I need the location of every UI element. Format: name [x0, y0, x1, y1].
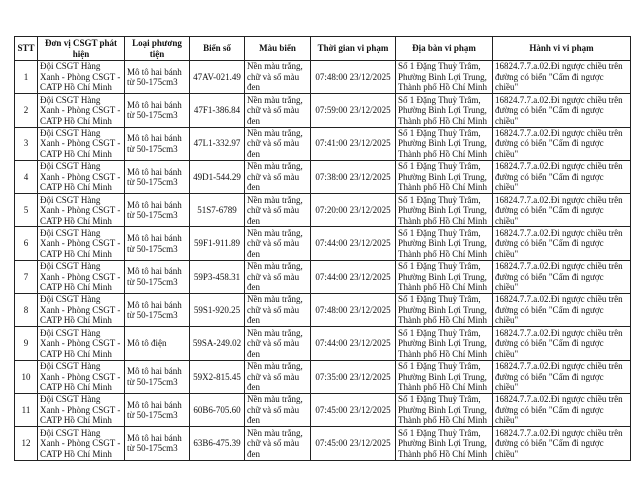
- cell-location: Số 1 Đặng Thuỳ Trâm, Phường Bình Lợi Trung, Thành phố Hồ Chí Minh: [396, 194, 493, 227]
- cell-stt: 11: [15, 393, 38, 426]
- table-row: [15, 160, 631, 193]
- header-plate-color: Màu biển: [245, 37, 311, 61]
- cell-time: 07:45:00 23/12/2025: [311, 393, 396, 426]
- cell-stt: 6: [15, 227, 38, 260]
- cell-violation: 16824.7.7.a.02.Đi ngược chiều trên đường có biển "Cấm đi ngược chiều": [493, 393, 631, 426]
- cell-time: 07:45:00 23/12/2025: [311, 427, 396, 460]
- table-row: [15, 327, 631, 360]
- cell-time: 07:20:00 23/12/2025: [311, 194, 396, 227]
- cell-vehicle: Mô tô hai bánh từ 50-175cm3: [125, 294, 190, 327]
- table-row: [15, 427, 631, 460]
- table-row: [15, 294, 631, 327]
- header-stt: STT: [15, 37, 38, 61]
- cell-time: 07:59:00 23/12/2025: [311, 94, 396, 127]
- cell-plate: 59X2-815.45: [190, 360, 245, 393]
- cell-unit: Đội CSGT Hàng Xanh - Phòng CSGT - CATP Hồ Chí Minh: [38, 94, 125, 127]
- table-row: [15, 94, 631, 127]
- cell-vehicle: Mô tô hai bánh từ 50-175cm3: [125, 393, 190, 426]
- cell-violation: 16824.7.7.a.02.Đi ngược chiều trên đường có biển "Cấm đi ngược chiều": [493, 294, 631, 327]
- cell-plate: 60B6-705.60: [190, 393, 245, 426]
- cell-plate-color: Nền màu trắng, chữ và số màu đen: [245, 227, 311, 260]
- cell-plate-color: Nền màu trắng, chữ và số màu đen: [245, 194, 311, 227]
- cell-location: Số 1 Đặng Thuỳ Trâm, Phường Bình Lợi Trung, Thành phố Hồ Chí Minh: [396, 327, 493, 360]
- table-row: [15, 194, 631, 227]
- cell-plate-color: Nền màu trắng, chữ và số màu đen: [245, 360, 311, 393]
- cell-unit: Đội CSGT Hàng Xanh - Phòng CSGT - CATP Hồ Chí Minh: [38, 260, 125, 293]
- cell-location: Số 1 Đặng Thuỳ Trâm, Phường Bình Lợi Trung, Thành phố Hồ Chí Minh: [396, 127, 493, 160]
- cell-plate: 63B6-475.39: [190, 427, 245, 460]
- cell-violation: 16824.7.7.a.02.Đi ngược chiều trên đường có biển "Cấm đi ngược chiều": [493, 61, 631, 94]
- table-row: [15, 61, 631, 94]
- cell-violation: 16824.7.7.a.02.Đi ngược chiều trên đường có biển "Cấm đi ngược chiều": [493, 160, 631, 193]
- cell-vehicle: Mô tô hai bánh từ 50-175cm3: [125, 360, 190, 393]
- cell-plate-color: Nền màu trắng, chữ và số màu đen: [245, 427, 311, 460]
- cell-location: Số 1 Đặng Thuỳ Trâm, Phường Bình Lợi Trung, Thành phố Hồ Chí Minh: [396, 94, 493, 127]
- cell-violation: 16824.7.7.a.02.Đi ngược chiều trên đường có biển "Cấm đi ngược chiều": [493, 360, 631, 393]
- violation-table: [14, 36, 631, 461]
- cell-violation: 16824.7.7.a.02.Đi ngược chiều trên đường có biển "Cấm đi ngược chiều": [493, 327, 631, 360]
- cell-unit: Đội CSGT Hàng Xanh - Phòng CSGT - CATP Hồ Chí Minh: [38, 393, 125, 426]
- cell-location: Số 1 Đặng Thuỳ Trâm, Phường Bình Lợi Trung, Thành phố Hồ Chí Minh: [396, 160, 493, 193]
- cell-plate: 47F1-386.84: [190, 94, 245, 127]
- table-row: [15, 227, 631, 260]
- header-time: Thời gian vi phạm: [311, 37, 396, 61]
- table-row: [15, 360, 631, 393]
- cell-unit: Đội CSGT Hàng Xanh - Phòng CSGT - CATP Hồ Chí Minh: [38, 194, 125, 227]
- cell-stt: 9: [15, 327, 38, 360]
- cell-violation: 16824.7.7.a.02.Đi ngược chiều trên đường có biển "Cấm đi ngược chiều": [493, 260, 631, 293]
- cell-stt: 12: [15, 427, 38, 460]
- cell-unit: Đội CSGT Hàng Xanh - Phòng CSGT - CATP Hồ Chí Minh: [38, 360, 125, 393]
- cell-stt: 5: [15, 194, 38, 227]
- cell-plate: 59P3-458.31: [190, 260, 245, 293]
- table-row: [15, 393, 631, 426]
- cell-stt: 10: [15, 360, 38, 393]
- cell-plate: 59F1-911.89: [190, 227, 245, 260]
- cell-plate-color: Nền màu trắng, chữ và số màu đen: [245, 260, 311, 293]
- cell-time: 07:44:00 23/12/2025: [311, 260, 396, 293]
- header-row: [15, 37, 631, 61]
- cell-plate-color: Nền màu trắng, chữ và số màu đen: [245, 327, 311, 360]
- document-page: [14, 36, 630, 461]
- cell-vehicle: Mô tô hai bánh từ 50-175cm3: [125, 61, 190, 94]
- cell-plate: 59SA-249.02: [190, 327, 245, 360]
- table-body: [15, 61, 631, 461]
- cell-unit: Đội CSGT Hàng Xanh - Phòng CSGT - CATP Hồ Chí Minh: [38, 127, 125, 160]
- cell-violation: 16824.7.7.a.02.Đi ngược chiều trên đường có biển "Cấm đi ngược chiều": [493, 227, 631, 260]
- cell-violation: 16824.7.7.a.02.Đi ngược chiều trên đường có biển "Cấm đi ngược chiều": [493, 427, 631, 460]
- cell-time: 07:44:00 23/12/2025: [311, 227, 396, 260]
- cell-unit: Đội CSGT Hàng Xanh - Phòng CSGT - CATP Hồ Chí Minh: [38, 160, 125, 193]
- cell-location: Số 1 Đặng Thuỳ Trâm, Phường Bình Lợi Trung, Thành phố Hồ Chí Minh: [396, 294, 493, 327]
- header-unit: Đơn vị CSGT phát hiện: [38, 37, 125, 61]
- header-violation: Hành vi vi phạm: [493, 37, 631, 61]
- cell-unit: Đội CSGT Hàng Xanh - Phòng CSGT - CATP Hồ Chí Minh: [38, 61, 125, 94]
- table-row: [15, 127, 631, 160]
- cell-time: 07:48:00 23/12/2025: [311, 294, 396, 327]
- cell-stt: 7: [15, 260, 38, 293]
- cell-location: Số 1 Đặng Thuỳ Trâm, Phường Bình Lợi Trung, Thành phố Hồ Chí Minh: [396, 227, 493, 260]
- cell-plate: 59S1-920.25: [190, 294, 245, 327]
- cell-unit: Đội CSGT Hàng Xanh - Phòng CSGT - CATP Hồ Chí Minh: [38, 227, 125, 260]
- cell-location: Số 1 Đặng Thuỳ Trâm, Phường Bình Lợi Trung, Thành phố Hồ Chí Minh: [396, 61, 493, 94]
- cell-plate: 47AV-021.49: [190, 61, 245, 94]
- cell-stt: 1: [15, 61, 38, 94]
- cell-plate-color: Nền màu trắng, chữ và số màu đen: [245, 94, 311, 127]
- header-plate: Biển số: [190, 37, 245, 61]
- cell-violation: 16824.7.7.a.02.Đi ngược chiều trên đường có biển "Cấm đi ngược chiều": [493, 194, 631, 227]
- cell-unit: Đội CSGT Hàng Xanh - Phòng CSGT - CATP Hồ Chí Minh: [38, 327, 125, 360]
- cell-vehicle: Mô tô hai bánh từ 50-175cm3: [125, 427, 190, 460]
- cell-plate-color: Nền màu trắng, chữ và số màu đen: [245, 294, 311, 327]
- cell-vehicle: Mô tô hai bánh từ 50-175cm3: [125, 160, 190, 193]
- cell-violation: 16824.7.7.a.02.Đi ngược chiều trên đường có biển "Cấm đi ngược chiều": [493, 127, 631, 160]
- cell-time: 07:38:00 23/12/2025: [311, 160, 396, 193]
- cell-plate: 49D1-544.29: [190, 160, 245, 193]
- cell-vehicle: Mô tô hai bánh từ 50-175cm3: [125, 227, 190, 260]
- cell-stt: 4: [15, 160, 38, 193]
- cell-plate-color: Nền màu trắng, chữ và số màu đen: [245, 393, 311, 426]
- cell-stt: 2: [15, 94, 38, 127]
- header-location: Địa bàn vi phạm: [396, 37, 493, 61]
- cell-vehicle: Mô tô điện: [125, 327, 190, 360]
- cell-vehicle: Mô tô hai bánh từ 50-175cm3: [125, 194, 190, 227]
- cell-stt: 8: [15, 294, 38, 327]
- cell-stt: 3: [15, 127, 38, 160]
- cell-time: 07:48:00 23/12/2025: [311, 61, 396, 94]
- cell-unit: Đội CSGT Hàng Xanh - Phòng CSGT - CATP Hồ Chí Minh: [38, 294, 125, 327]
- cell-location: Số 1 Đặng Thuỳ Trâm, Phường Bình Lợi Trung, Thành phố Hồ Chí Minh: [396, 260, 493, 293]
- cell-vehicle: Mô tô hai bánh từ 50-175cm3: [125, 127, 190, 160]
- cell-plate-color: Nền màu trắng, chữ và số màu đen: [245, 61, 311, 94]
- cell-time: 07:35:00 23/12/2025: [311, 360, 396, 393]
- cell-vehicle: Mô tô hai bánh từ 50-175cm3: [125, 260, 190, 293]
- header-vehicle: Loại phương tiện: [125, 37, 190, 61]
- cell-unit: Đội CSGT Hàng Xanh - Phòng CSGT - CATP Hồ Chí Minh: [38, 427, 125, 460]
- cell-plate-color: Nền màu trắng, chữ và số màu đen: [245, 160, 311, 193]
- cell-violation: 16824.7.7.a.02.Đi ngược chiều trên đường có biển "Cấm đi ngược chiều": [493, 94, 631, 127]
- cell-plate: 51S7-6789: [190, 194, 245, 227]
- cell-location: Số 1 Đặng Thuỳ Trâm, Phường Bình Lợi Trung, Thành phố Hồ Chí Minh: [396, 393, 493, 426]
- table-row: [15, 260, 631, 293]
- cell-location: Số 1 Đặng Thuỳ Trâm, Phường Bình Lợi Trung, Thành phố Hồ Chí Minh: [396, 427, 493, 460]
- cell-time: 07:41:00 23/12/2025: [311, 127, 396, 160]
- cell-time: 07:44:00 23/12/2025: [311, 327, 396, 360]
- cell-plate: 47L1-332.97: [190, 127, 245, 160]
- cell-vehicle: Mô tô hai bánh từ 50-175cm3: [125, 94, 190, 127]
- cell-location: Số 1 Đặng Thuỳ Trâm, Phường Bình Lợi Trung, Thành phố Hồ Chí Minh: [396, 360, 493, 393]
- cell-plate-color: Nền màu trắng, chữ và số màu đen: [245, 127, 311, 160]
